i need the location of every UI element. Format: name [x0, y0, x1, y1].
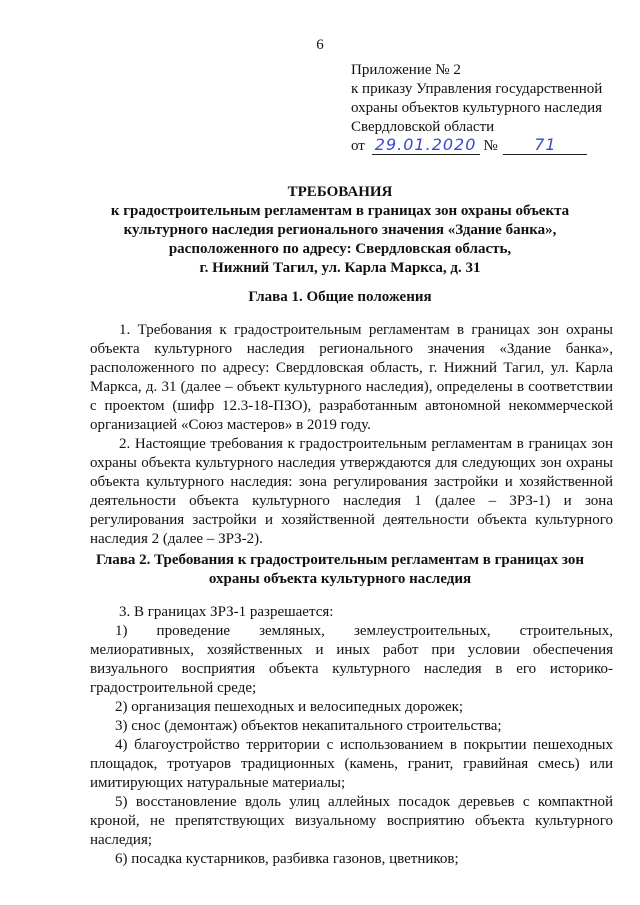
paragraph-2: 2. Настоящие требования к градостроительным регламентам в границах зон охраны объекта культурного наследия утверждаются для следующих зон охраны объекта культурного наследия: зона регулирования застройки и хозяйственной деятельности объекта культурного наследия 1 (далее – ЗРЗ-1) и зона регулирования застройки и хозяйственной деятельности объекта культурного наследия 2 (далее – ЗРЗ-2). [90, 436, 613, 547]
chapter1-body [90, 321, 613, 549]
list-item: 3) снос (демонтаж) объектов некапитального строительства; [115, 718, 502, 734]
appendix-line: охраны объектов культурного наследия [351, 100, 603, 116]
order-date-number-line [351, 137, 631, 156]
appendix-line: Свердловской области [351, 119, 495, 135]
title-line: к градостроительным регламентам в границах зон охраны объекта [110, 203, 570, 219]
title-line: расположенного по адресу: Свердловская область, [168, 241, 512, 257]
chapter2-body [90, 603, 613, 869]
order-number-field [503, 137, 587, 155]
order-date-field [372, 137, 480, 155]
document-title [70, 183, 610, 278]
paragraph-1: 1. Требования к градостроительным регламентам в границах зон охраны объекта культурного наследия регионального значения «Здание банка», расположенного по адресу: Свердловская область, г. Нижний Тагил, ул. Карла Маркса, д. 31 (далее – объект культурного наследия), определены в соответствии с проектом (шифр 12.3-18-ПЗО), разработанным автономной некоммерческой организацией «Союз мастеров» в 2019 году. [90, 322, 613, 433]
handwritten-number: 71 [534, 135, 557, 154]
number-label: № [483, 138, 498, 154]
appendix-line: к приказу Управления государственной [351, 81, 603, 97]
from-label: от [351, 138, 365, 154]
chapter-heading-line: охраны объекта культурного наследия [208, 571, 472, 587]
chapter1-heading [70, 288, 610, 307]
handwritten-date: 29.01.2020 [374, 135, 477, 154]
appendix-header [351, 61, 631, 156]
list-item: 2) организация пешеходных и велосипедных дорожек; [115, 699, 464, 715]
title-line: ТРЕБОВАНИЯ [287, 184, 393, 200]
list-item: 6) посадка кустарников, разбивка газонов, цветников; [115, 851, 459, 867]
page-number: 6 [316, 37, 324, 53]
chapter-heading-line: Глава 1. Общие положения [248, 289, 432, 305]
title-line: г. Нижний Тагил, ул. Карла Маркса, д. 31 [199, 260, 481, 276]
chapter2-heading [70, 551, 610, 589]
title-line: культурного наследия регионального значения «Здание банка», [123, 222, 557, 238]
chapter-heading-line: Глава 2. Требования к градостроительным регламентам в границах зон [95, 552, 585, 568]
list-item: 1) проведение земляных, землеустроительных, строительных, мелиоративных, хозяйственных и иных работ при условии обеспечения визуального восприятия объекта культурного наследия в его историко-градостроительной среде; [90, 623, 613, 696]
appendix-line: Приложение № 2 [351, 62, 461, 78]
paragraph-3: 3. В границах ЗРЗ-1 разрешается: [119, 604, 334, 620]
list-item: 4) благоустройство территории с использованием в покрытии пешеходных площадок, тротуаров традиционных (камень, гранит, гравийная смесь) или имитирующих натуральные материалы; [90, 737, 613, 791]
list-item: 5) восстановление вдоль улиц аллейных посадок деревьев с компактной кроной, не препятствующих визуальному восприятию объекта культурного наследия; [90, 794, 613, 848]
